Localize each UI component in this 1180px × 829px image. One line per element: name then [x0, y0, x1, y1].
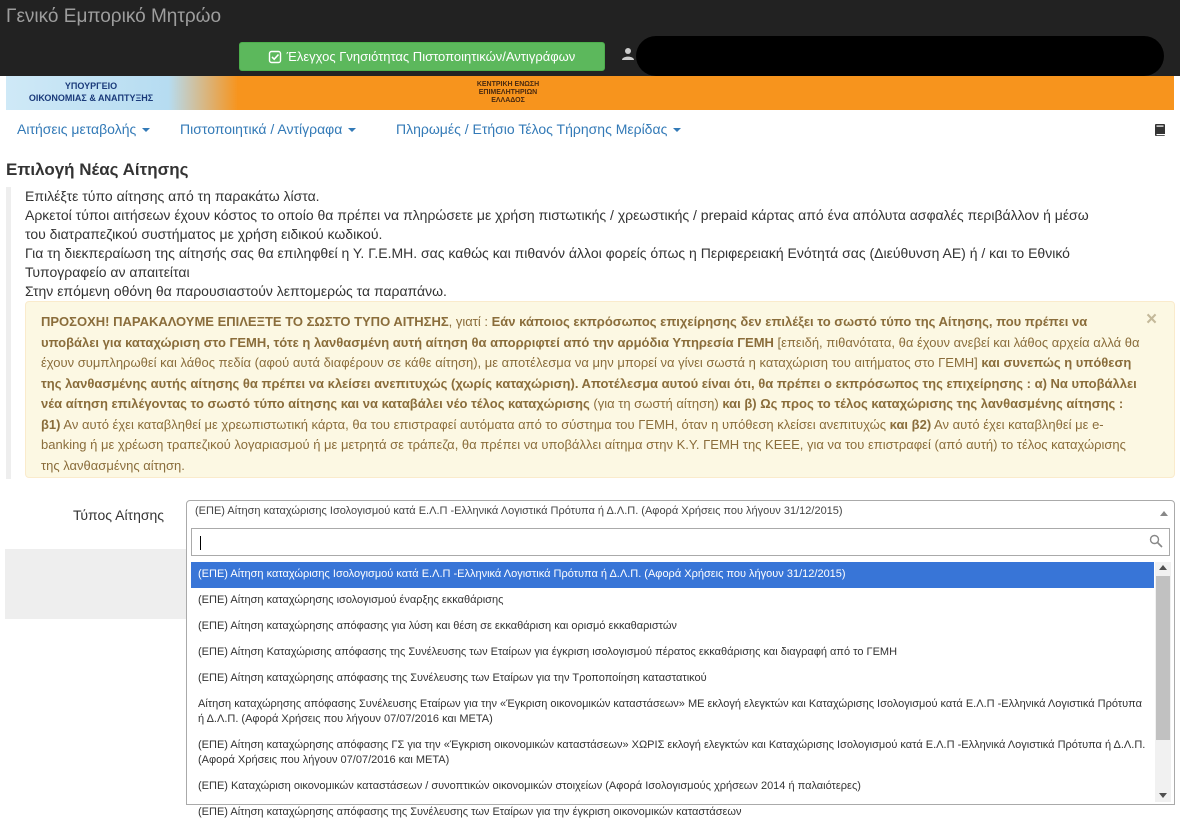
options-scrollbar[interactable] — [1155, 562, 1171, 802]
top-navbar — [0, 0, 1180, 76]
intro-line: Τυπογραφείο αν απαιτείται — [25, 264, 190, 280]
warning-text: , γιατί : — [448, 314, 492, 329]
intro-line: Επιλέξτε τύπο αίτησης από τη παρακάτω λίστα. — [25, 188, 320, 204]
dropdown-option[interactable]: (ΕΠΕ) Καταχώριση οικονομικών καταστάσεων / συνοπτικών οικονομικών στοιχείων (Αφορά Ισολογισμούς χρήσεων 2014 ή παλαιότερες) — [198, 780, 861, 792]
dropdown-option[interactable]: (ΕΠΕ) Αίτηση καταχώρισης Ισολογισμού κατά Ε.Λ.Π -Ελληνικά Λογιστικά Πρότυπα ή Δ.Λ.Π. (Αφορά Χρήσεις που λήγουν 31/12/2015) — [191, 562, 1154, 588]
warning-heading: ΠΡΟΣΟΧΗ! ΠΑΡΑΚΑΛΟΥΜΕ ΕΠΙΛΕΞΤΕ ΤΟ ΣΩΣΤΟ ΤΥΠΟ ΑΙΤΗΣΗΣ — [41, 314, 449, 329]
options-list — [191, 562, 1154, 818]
dropdown-option[interactable]: (ΕΠΕ) Αίτηση καταχώρησης ισολογισμού έναρξης εκκαθάρισης — [198, 594, 504, 606]
ministry-line-2: ΟΙΚΟΝΟΜΙΑΣ & ΑΝΑΠΤΥΞΗΣ — [28, 93, 154, 103]
selected-value: (ΕΠΕ) Αίτηση καταχώρισης Ισολογισμού κατά Ε.Λ.Π -Ελληνικά Λογιστικά Πρότυπα ή Δ.Λ.Π. (Αφορά Χρήσεις που λήγουν 31/12/2015) — [195, 505, 843, 517]
intro-line: του διατραπεζικού συστήματος με χρήση ειδικού κωδικού. — [25, 226, 383, 242]
dropdown-option[interactable]: (ΕΠΕ) Αίτηση καταχώρησης απόφασης για λύση και θέση σε εκκαθάριση και ορισμό εκκαθαριστών — [198, 620, 677, 632]
intro-line: Στην επόμενη οθόνη θα παρουσιαστούν λεπτομερώς τα παραπάνω. — [25, 283, 447, 299]
ministry-banner — [6, 76, 1174, 110]
warning-alert — [25, 301, 1175, 478]
keee-line-1: ΚΕΝΤΡΙΚΗ ΕΝΩΣΗ — [476, 81, 540, 88]
page-title: Επιλογή Νέας Αίτησης — [6, 160, 189, 179]
intro-line: Για τη διεκπεραίωση της αίτησής σας θα επιληφθεί η Υ. Γ.Ε.ΜΗ. σας καθώς και πιθανόν άλλοι φορείς όπως η Περιφερειακή Ενότητά σας (Διεύθυνση ΑΕ) ή / και το Εθνικό — [25, 245, 1070, 261]
menu-certificates[interactable] — [180, 121, 356, 137]
intro-line: Αρκετοί τύποι αιτήσεων έχουν κόστος το οποίο θα πρέπει να πληρώσετε με χρήση πιστωτικής / χρεωστικής / prepaid κάρτας από ένα απόλυτα ασφαλές περιβάλλον ή μέσω — [25, 207, 1089, 223]
menu-label: Πιστοποιητικά / Αντίγραφα — [180, 121, 343, 137]
warning-text: Αν αυτό έχει καταβληθεί με e-banking ή με χρέωση τραπεζικού λογαριασμού ή με μετρητά σε τράπεζα, θα πρέπει να υποβάλλει αίτημα στην Κ.Υ. ΓΕΜΗ της ΚΕΕΕ, για να του επιστραφεί (από αυτή) το τέλος καταχώρισης της λανθασμένης αίτηση. — [41, 416, 1126, 473]
dropdown-option[interactable]: (ΕΠΕ) Αίτηση καταχώρησης απόφασης της Συνέλευσης των Εταίρων για την Τροποποίηση καταστατικού — [198, 672, 707, 684]
app-title[interactable]: Γενικό Εμπορικό Μητρώο — [6, 6, 222, 27]
scroll-down-arrow-icon[interactable] — [1159, 793, 1167, 798]
dropdown-search-input[interactable] — [191, 528, 1170, 556]
ministry-line-1: ΥΠΟΥΡΓΕΙΟ — [64, 81, 118, 91]
warning-text: (για τη σωστή αίτηση) — [589, 396, 723, 411]
warning-text-bold: Εάν κάποιος εκπρόσωπος επιχείρησης δεν επιλέξει το σωστό τύπο της Αίτησης, που πρέπει να υποβάλει για καταχώριση στο ΓΕΜΗ, τότε η λανθασμένη αυτή αίτηση θα απορριφτεί από την αρμόδια Υπηρεσία ΓΕΜΗ — [41, 314, 1088, 350]
text-cursor — [200, 536, 201, 550]
caret-down-icon — [673, 128, 681, 132]
scroll-up-arrow-icon[interactable] — [1159, 565, 1167, 570]
dropdown-option[interactable]: Αίτηση καταχώρησης απόφασης Συνέλευσης Εταίρων για την «Έγκριση οικονομικών καταστάσεων» ΜΕ εκλογή ελεγκτών και Καταχώρισης Ισολογισμού κατά Ε.Λ.Π -Ελληνικά Λογιστικά Πρότυπα ή Δ.Λ.Π. (Αφορά Χρήσεις που λήγουν 07/07/2016 και ΜΕΤΑ) — [198, 698, 1142, 725]
ministry-name — [16, 80, 166, 104]
redacted-user-name[interactable] — [636, 36, 1164, 76]
caret-down-icon — [348, 128, 356, 132]
search-icon — [1149, 534, 1163, 548]
warning-text: [επειδή, πιθανότατα, θα έχουν ανεβεί και λάθος αρχεία αλλά θα έχουν συμπληρωθεί και λάθος πεδία (αφού αυτά διαφέρουν σε κάθε αίτηση), με αποτέλεσμα να μην μπορεί να γίνει σωστά η καταχώριση του αιτήματος στο ΓΕΜΗ] — [41, 334, 1140, 370]
keee-line-3: ΕΛΛΑΔΟΣ — [491, 97, 525, 104]
ministry-logo-area — [6, 76, 238, 110]
warning-text-bold: και β) Ως προς το τέλος καταχώρισης της λανθασμένης αίτησης : β1) — [41, 396, 1124, 432]
request-type-label: Τύπος Αίτησης — [73, 507, 165, 523]
keee-logo — [438, 81, 578, 105]
verify-button-label: Έλεγχος Γνησιότητας Πιστοποιητικών/Αντιγράφων — [286, 49, 576, 64]
warning-text-bold: και β2) — [889, 416, 932, 432]
user-icon[interactable] — [621, 47, 635, 61]
verify-certificates-button[interactable] — [239, 42, 605, 71]
menu-label: Αιτήσεις μεταβολής — [17, 121, 137, 137]
dropdown-option[interactable]: (ΕΠΕ) Αίτηση καταχώρησης απόφασης της Συνέλευσης των Εταίρων για την έγκριση οικονομικών καταστάσεων — [198, 806, 742, 818]
request-type-select[interactable] — [186, 500, 1175, 525]
menu-label: Πληρωμές / Ετήσιο Τέλος Τήρησης Μερίδας — [396, 121, 668, 137]
request-type-dropdown — [186, 524, 1175, 818]
dropdown-option[interactable]: (ΕΠΕ) Αίτηση Καταχώρισης απόφασης της Συνέλευσης των Εταίρων για έγκριση ισολογισμού πέρατος εκκαθάρισης και διαγραφή από το ΓΕΜΗ — [198, 646, 898, 658]
scrollbar-thumb[interactable] — [1156, 576, 1170, 740]
menu-change-requests[interactable] — [17, 121, 150, 137]
form-side-panel — [5, 549, 187, 619]
warning-text-bold: και συνεπώς η υπόθεση της λανθασμένης αυτής αίτησης θα πρέπει να κλείσει ανεπιτυχώς (χωρίς καταχώριση). Αποτέλεσμα αυτού είναι ότι, θα πρέπει ο εκπρόσωπος της επιχείρησης : α) Να υποβάλλει νέα αίτηση επιλέγοντας το σωστό τύπο αίτησης και να καταβάλει νέο τέλος καταχώρισης — [41, 355, 1137, 411]
close-alert-button[interactable]: × — [1146, 309, 1158, 330]
check-square-icon — [269, 51, 281, 63]
book-icon[interactable] — [1153, 123, 1167, 137]
keee-line-2: ΕΠΙΜΕΛΗΤΗΡΙΩΝ — [478, 89, 538, 96]
main-menu — [6, 112, 1174, 148]
caret-up-icon — [1160, 511, 1168, 516]
dropdown-option[interactable]: (ΕΠΕ) Αίτηση καταχώρησης απόφασης ΓΣ για την «Έγκριση οικονομικών καταστάσεων» ΧΩΡΙΣ εκλογή ελεγκτών και Καταχώρισης Ισολογισμού κατά Ε.Λ.Π -Ελληνικά Λογιστικά Πρότυπα ή Δ.Λ.Π. (Αφορά Χρήσεις που λήγουν 07/07/2016 και ΜΕΤΑ) — [198, 739, 1146, 766]
menu-payments[interactable] — [396, 121, 681, 137]
warning-text: Αν αυτό έχει καταβληθεί με χρεωπιστωτική κάρτα, θα του επιστραφεί αυτόματα από το σύστημα του ΓΕΜΗ, όταν η υπόθεση κλείσει ανεπιτυχώς — [60, 416, 890, 432]
caret-down-icon — [142, 128, 150, 132]
